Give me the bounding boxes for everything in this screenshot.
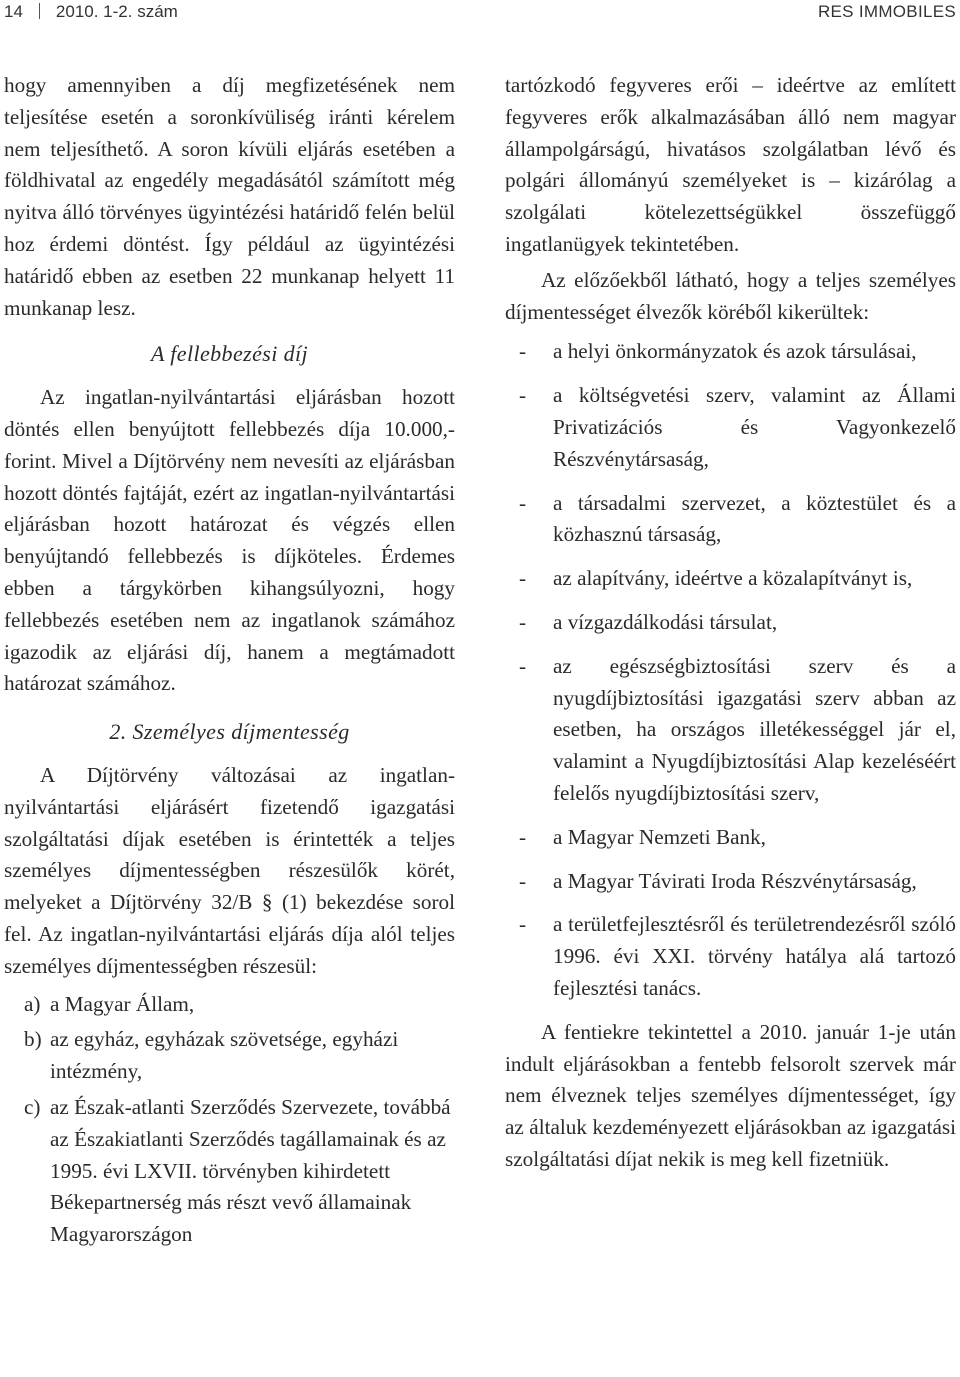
list-item-text: az egészségbiztosítási szerv és a nyugdíjbiztosítási igazgatási szerv abban az esetben, ha országos illetékességgel jár el, valamint a Nyugdíjbiztosítási Alap kezeléséért felelős nyugdíjbiztosítási szerv,	[553, 653, 956, 805]
list-marker: -	[519, 912, 527, 937]
list-item-text: az Észak-atlanti Szerződés Szervezete, továbbá az Északiatlanti Szerződés tagállamainak és az 1995. évi LXVII. törvényben kihirdetett Békepartnerség más részt vevő államainak Magyarországon	[50, 1094, 451, 1247]
page-number: 14	[4, 2, 23, 21]
list-item	[505, 336, 956, 368]
list-item-text: az alapítvány, ideértve a közalapítványt is,	[553, 566, 913, 591]
list-item-text: a Magyar Állam,	[50, 991, 195, 1016]
list-item	[505, 822, 956, 854]
list-item	[505, 380, 956, 475]
left-paragraph-3: A Díjtörvény változásai az ingatlan-nyilvántartási eljárásért fizetendő igazgatási szolgáltatási díjak esetében is érintették a teljes személyes díjmentességben részesülők körét, melyeket a Díjtörvény 32/B § (1) bekezdése sorol fel. Az ingatlan-nyilvántartási eljárás díja alól teljes személyes díjmentességben részesül:	[4, 762, 455, 978]
running-header	[0, 0, 960, 26]
list-item-text: a területfejlesztésről és területrendezésről szóló 1996. évi XXI. törvény hatálya alá tartozó fejlesztési tanács.	[553, 912, 956, 1000]
list-item	[4, 989, 455, 1021]
list-item	[505, 563, 956, 595]
list-item	[4, 1024, 455, 1088]
list-item	[505, 607, 956, 639]
list-marker: -	[519, 609, 527, 634]
list-marker: c)	[24, 1094, 41, 1119]
list-marker: a)	[24, 991, 41, 1016]
issue-label: 2010. 1-2. szám	[55, 2, 178, 21]
list-marker: -	[519, 490, 527, 515]
list-marker: -	[519, 868, 527, 893]
left-paragraph-1: hogy amennyiben a díj megfizetésének nem teljesítése esetén a soronkívüliség iránti kérelem nem teljesíthető. A soron kívüli eljárás esetében a földhivatal az engedély megadásától számított még nyitva álló törvényes ügyintézési határidő felén belül hoz érdemi döntést. Így például az ügyintézési határidő ebben az esetben 22 munkanap helyett 11 munkanap lesz.	[4, 73, 455, 320]
list-marker: -	[519, 653, 527, 678]
right-paragraph-1: tartózkodó fegyveres erői – ideértve az említett fegyveres erők alkalmazásában álló nem magyar állampolgárságú, hivatásos szolgálatban lévő és polgári állományú személyeket is – kizárólag a szolgálati kötelezettségükkel összefüggő ingatlanügyek tekintetében.	[505, 73, 956, 256]
list-item-text: a vízgazdálkodási társulat,	[553, 609, 778, 634]
list-item-text: az egyház, egyházak szövetsége, egyházi intézmény,	[50, 1027, 399, 1084]
list-marker: -	[519, 824, 527, 849]
section-heading-personal-exemption: 2. Személyes díjmentesség	[109, 719, 350, 745]
list-item-text: a költségvetési szerv, valamint az Állami Privatizációs és Vagyonkezelő Részvénytársaság,	[553, 383, 956, 471]
right-column	[505, 70, 956, 1176]
list-marker: -	[519, 566, 527, 591]
exemption-list	[4, 989, 455, 1251]
removed-entities-list	[505, 336, 956, 1004]
list-item	[4, 1092, 455, 1251]
section-heading-appeal-fee: A fellebbezési díj	[150, 341, 309, 367]
list-item	[505, 909, 956, 1004]
header-separator	[39, 3, 40, 19]
list-marker: -	[519, 383, 527, 408]
list-item-text: a társadalmi szervezet, a köztestület és a közhasznú társaság,	[553, 490, 956, 547]
list-item-text: a helyi önkormányzatok és azok társulásai,	[553, 339, 917, 364]
right-paragraph-2: Az előzőekből látható, hogy a teljes személyes díjmentességet élvezők köréből kikerültek:	[505, 267, 956, 324]
list-item-text: a Magyar Nemzeti Bank,	[553, 824, 766, 849]
right-paragraph-3: A fentiekre tekintettel a 2010. január 1-je után indult eljárásokban a fentebb felsorolt szervek már nem élveznek teljes személyes díjmentességet, így az általuk kezdeményezett eljárásokban az igazgatási szolgáltatási díjat nekik is meg kell fizetniük.	[505, 1019, 956, 1171]
list-item	[505, 488, 956, 552]
left-paragraph-2: Az ingatlan-nyilvántartási eljárásban hozott döntés ellen benyújtott fellebbezés díja 10.000,- forint. Mivel a Díjtörvény nem nevesíti az eljárásban hozott döntés fajtáját, ezért az ingatlan-nyilvántartási eljárásban hozott határozat és végzés ellen benyújtandó fellebbezés is díjköteles. Érdemes ebben a tárgykörben kihangsúlyozni, hogy fellebbezés esetében nem az ingatlanok számához igazodik az eljárási díj, hanem a megtámadott határozat számához.	[4, 385, 455, 696]
header-left	[4, 2, 178, 22]
list-item	[505, 651, 956, 810]
left-column	[4, 70, 455, 1255]
journal-title: RES IMMOBILES	[817, 2, 956, 21]
list-marker: b)	[24, 1027, 42, 1052]
list-item	[505, 866, 956, 898]
list-item-text: a Magyar Távirati Iroda Részvénytársaság,	[553, 868, 917, 893]
list-marker: -	[519, 339, 527, 364]
